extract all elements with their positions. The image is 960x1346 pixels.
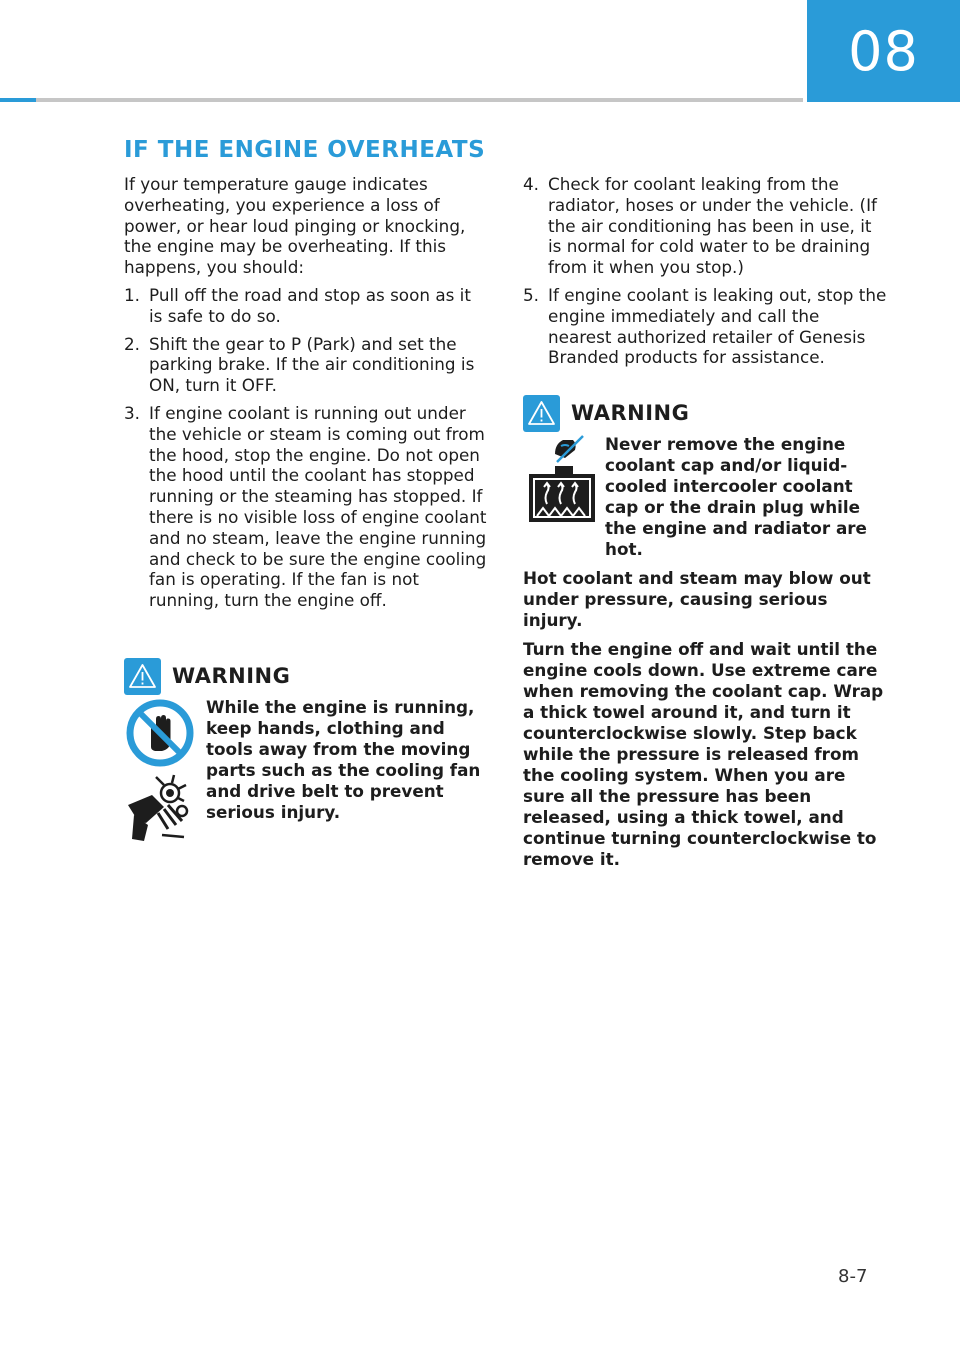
warning-text: Never remove the engine coolant cap and/or liquid-cooled intercooler coolant cap or the drain plug while the engine and radiator are hot. [605,434,867,559]
header-rule-accent [0,98,36,102]
warning-header [523,394,887,432]
warning-text: While the engine is running, keep hands, clothing and tools away from the moving parts such as the cooling fan and drive belt to prevent serious injury. [206,697,481,822]
step-text: Check for coolant leaking from the radiator, hoses or under the vehicle. (If the air conditioning has been in use, it is normal for cold water to be draining from it when you stop.) [548,174,877,278]
steps-list-right [523,174,887,368]
warning-body [523,434,887,560]
steps-list-left [124,285,488,611]
no-open-cap-icon [555,436,583,462]
warning-paragraph: Hot coolant and steam may blow out under pressure, causing serious injury. [523,568,871,630]
warning-label: WARNING [172,664,291,688]
step-number: 1. [124,284,141,305]
fan-hand-hazard-icon [124,771,196,843]
warning-box-coolant-cap [523,394,887,870]
warning-triangle-icon [523,395,560,432]
step-text: Shift the gear to P (Park) and set the parking brake. If the air conditioning is ON, turn it OFF. [149,333,475,396]
page-number: 8-7 [838,1266,868,1287]
warning-paragraph: Turn the engine off and wait until the engine cools down. Use extreme care when removing the coolant cap. Wrap a thick towel around it, and turn it counterclockwise slowly. Step back while the pressure is released from the cooling system. When you are sure all the pressure has been released, using a thick towel, and continue turning counterclockwise to remove it. [523,639,884,869]
header-rule [0,98,803,102]
warning-icons [124,697,206,843]
list-item [523,285,887,368]
list-item [124,285,488,327]
list-item [124,334,488,396]
warning-triangle-icon [124,658,161,695]
step-number: 2. [124,333,141,354]
warning-icons [523,434,605,526]
step-text: If engine coolant is leaking out, stop the engine immediately and call the nearest authorized retailer of Genesis Branded products for assistance. [548,284,887,368]
chapter-tab: 08 [807,0,960,102]
section-title: IF THE ENGINE OVERHEATS [124,137,486,163]
step-number: 3. [124,402,141,423]
step-text: If engine coolant is running out under the vehicle or steam is coming out from the hood, stop the engine. Do not open the hood until the coolant has stopped running or the steaming has stopped. If there is no visible loss of engine coolant and no steam, leave the engine running and check to be sure the engine cooling fan is operating. If the fan is not running, turn the engine off. [149,402,487,611]
no-hands-icon [124,697,196,769]
warning-header [124,657,488,695]
list-item [124,403,488,611]
step-number: 4. [523,174,540,194]
warning-body [124,697,488,843]
step-number: 5. [523,284,540,305]
warning-label: WARNING [571,401,690,425]
intro-paragraph: If your temperature gauge indicates overheating, you experience a loss of power, or hear loud pinging or knocking, the engine may be overheating. If this happens, you should: [124,174,466,278]
list-item [523,174,887,278]
warning-box-moving-parts [124,657,488,843]
hot-radiator-steam-icon [529,466,595,522]
step-text: Pull off the road and stop as soon as it is safe to do so. [149,284,471,326]
radiator-cap-hazard-icon [523,434,599,526]
left-column [124,174,488,618]
right-column [523,174,887,375]
